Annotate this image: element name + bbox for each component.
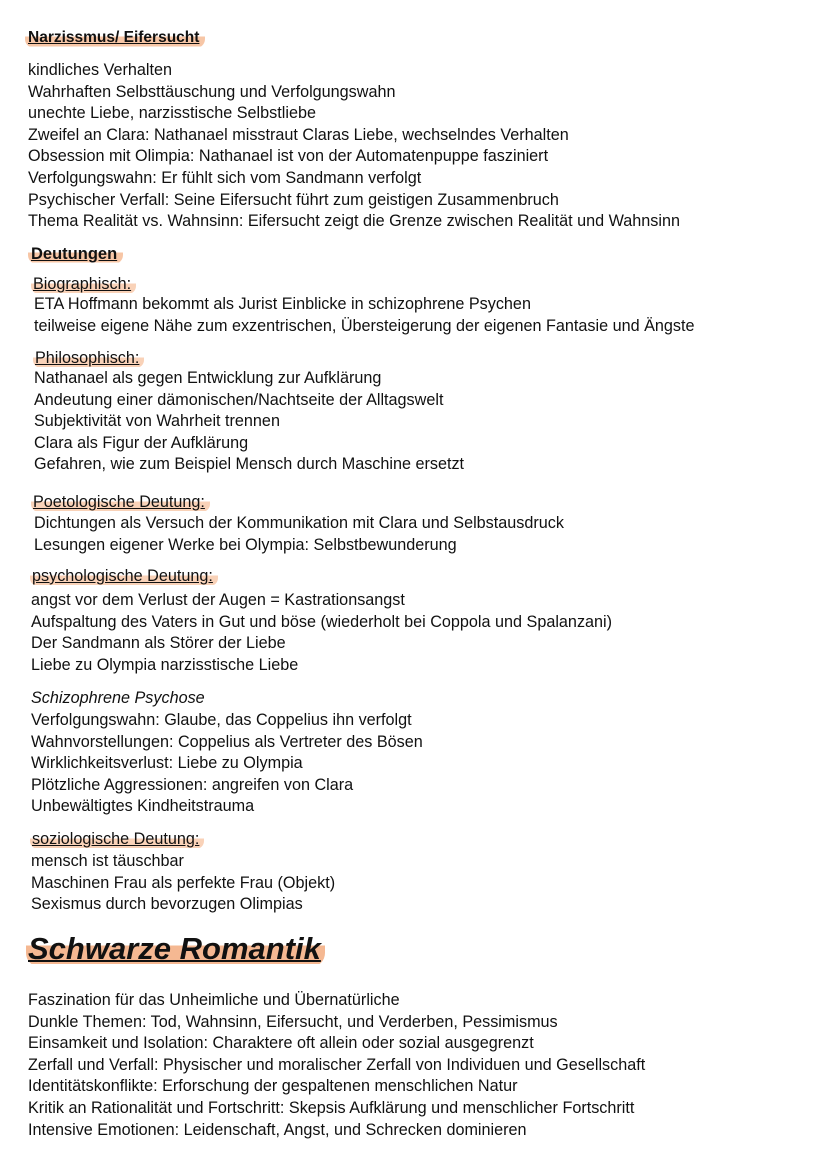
list-psychologisch bbox=[31, 590, 828, 676]
list-item: Nathanael als gegen Entwicklung zur Aufklärung bbox=[34, 369, 382, 387]
list-item: Maschinen Frau als perfekte Frau (Objekt) bbox=[31, 873, 336, 892]
list-item: Liebe zu Olympia narzisstische Liebe bbox=[31, 655, 299, 674]
list-item: Thema Realität vs. Wahnsinn: Eifersucht zeigt die Grenze zwischen Realität und Wahnsinn bbox=[28, 212, 681, 231]
list-item: Einsamkeit und Isolation: Charaktere oft allein oder sozial ausgegrenzt bbox=[28, 1034, 534, 1053]
list-item: unechte Liebe, narzisstische Selbstliebe bbox=[28, 104, 316, 123]
list-item: Dunkle Themen: Tod, Wahnsinn, Eifersucht, und Verderben, Pessimismus bbox=[28, 1012, 558, 1031]
list-item: mensch ist täuschbar bbox=[31, 852, 184, 870]
heading-deutungen: Deutungen bbox=[28, 244, 123, 264]
list-item: Sexismus durch bevorzugen Olimpias bbox=[31, 895, 303, 914]
list-item: Zweifel an Clara: Nathanael misstraut Claras Liebe, wechselndes Verhalten bbox=[28, 125, 569, 144]
list-item: Gefahren, wie zum Beispiel Mensch durch Maschine ersetzt bbox=[34, 455, 465, 474]
subsection-schizophren bbox=[31, 688, 828, 710]
list-item: ETA Hoffmann bekommt als Jurist Einblicke in schizophrene Psychen bbox=[34, 295, 531, 313]
heading-philosophisch: Philosophisch: bbox=[33, 348, 144, 368]
list-item: Identitätskonflikte: Erforschung der gespaltenen menschlichen Natur bbox=[28, 1077, 518, 1096]
heading-romantik: Schwarze Romantik bbox=[26, 931, 325, 967]
list-item: Subjektivität von Wahrheit trennen bbox=[34, 412, 280, 431]
list-item: Clara als Figur der Aufklärung bbox=[34, 433, 249, 452]
list-item: Plötzliche Aggressionen: angreifen von Clara bbox=[31, 775, 354, 794]
subsection-biographisch bbox=[31, 274, 828, 294]
heading-narzissmus: Narzissmus/ Eifersucht bbox=[25, 28, 205, 48]
list-item: teilweise eigene Nähe zum exzentrischen, Übersteigerung der eigenen Fantasie und Ängste bbox=[34, 316, 695, 335]
list-item: Aufspaltung des Vaters in Gut und böse (wiederholt bei Coppola und Spalanzani) bbox=[31, 612, 613, 631]
heading-soziologisch: soziologische Deutung: bbox=[30, 829, 204, 849]
list-poetologisch bbox=[34, 513, 828, 556]
list-philosophisch bbox=[34, 368, 828, 476]
list-item: Kritik an Rationalität und Fortschritt: Skepsis Aufklärung und menschlicher Fortschritt bbox=[28, 1098, 635, 1117]
list-item: Unbewältigtes Kindheitstrauma bbox=[31, 797, 255, 816]
list-item: Andeutung einer dämonischen/Nachtseite der Alltagswelt bbox=[34, 390, 444, 409]
heading-schizophren: Schizophrene Psychose bbox=[31, 689, 205, 707]
subsection-poetologisch bbox=[31, 492, 828, 512]
list-romantik bbox=[28, 990, 828, 1141]
list-item: Intensive Emotionen: Leidenschaft, Angst, und Schrecken dominieren bbox=[28, 1120, 527, 1139]
list-item: Zerfall und Verfall: Physischer und moralischer Zerfall von Individuen und Gesellschaft bbox=[28, 1055, 646, 1074]
list-item: Wahnvorstellungen: Coppelius als Vertreter des Bösen bbox=[31, 732, 423, 751]
list-item: Verfolgungswahn: Glaube, das Coppelius ihn verfolgt bbox=[31, 711, 412, 729]
list-narzissmus bbox=[28, 60, 828, 233]
subsection-psychologisch bbox=[30, 566, 828, 586]
list-item: Wirklichkeitsverlust: Liebe zu Olympia bbox=[31, 754, 303, 773]
list-item: Obsession mit Olimpia: Nathanael ist von der Automatenpuppe fasziniert bbox=[28, 147, 549, 166]
list-item: angst vor dem Verlust der Augen = Kastrationsangst bbox=[31, 591, 405, 609]
list-item: Verfolgungswahn: Er fühlt sich vom Sandmann verfolgt bbox=[28, 168, 422, 187]
subsection-soziologisch bbox=[30, 829, 828, 849]
section-narzissmus bbox=[25, 28, 828, 48]
list-schizophren bbox=[31, 710, 828, 818]
list-item: Der Sandmann als Störer der Liebe bbox=[31, 634, 286, 653]
section-deutungen bbox=[28, 244, 828, 264]
list-biographisch bbox=[34, 294, 828, 337]
list-item: Faszination für das Unheimliche und Übernatürliche bbox=[28, 991, 400, 1009]
list-item: Wahrhaften Selbsttäuschung und Verfolgungswahn bbox=[28, 82, 396, 101]
list-item: Lesungen eigener Werke bei Olympia: Selbstbewunderung bbox=[34, 535, 457, 554]
heading-biographisch: Biographisch: bbox=[31, 274, 136, 294]
section-romantik bbox=[26, 931, 828, 967]
list-soziologisch bbox=[31, 851, 828, 916]
list-item: kindliches Verhalten bbox=[28, 61, 172, 79]
list-item: Dichtungen als Versuch der Kommunikation mit Clara und Selbstausdruck bbox=[34, 514, 564, 532]
subsection-philosophisch bbox=[33, 348, 828, 368]
heading-poetologisch: Poetologische Deutung: bbox=[31, 492, 210, 512]
list-item: Psychischer Verfall: Seine Eifersucht führt zum geistigen Zusammenbruch bbox=[28, 190, 559, 209]
heading-psychologisch: psychologische Deutung: bbox=[30, 566, 218, 586]
